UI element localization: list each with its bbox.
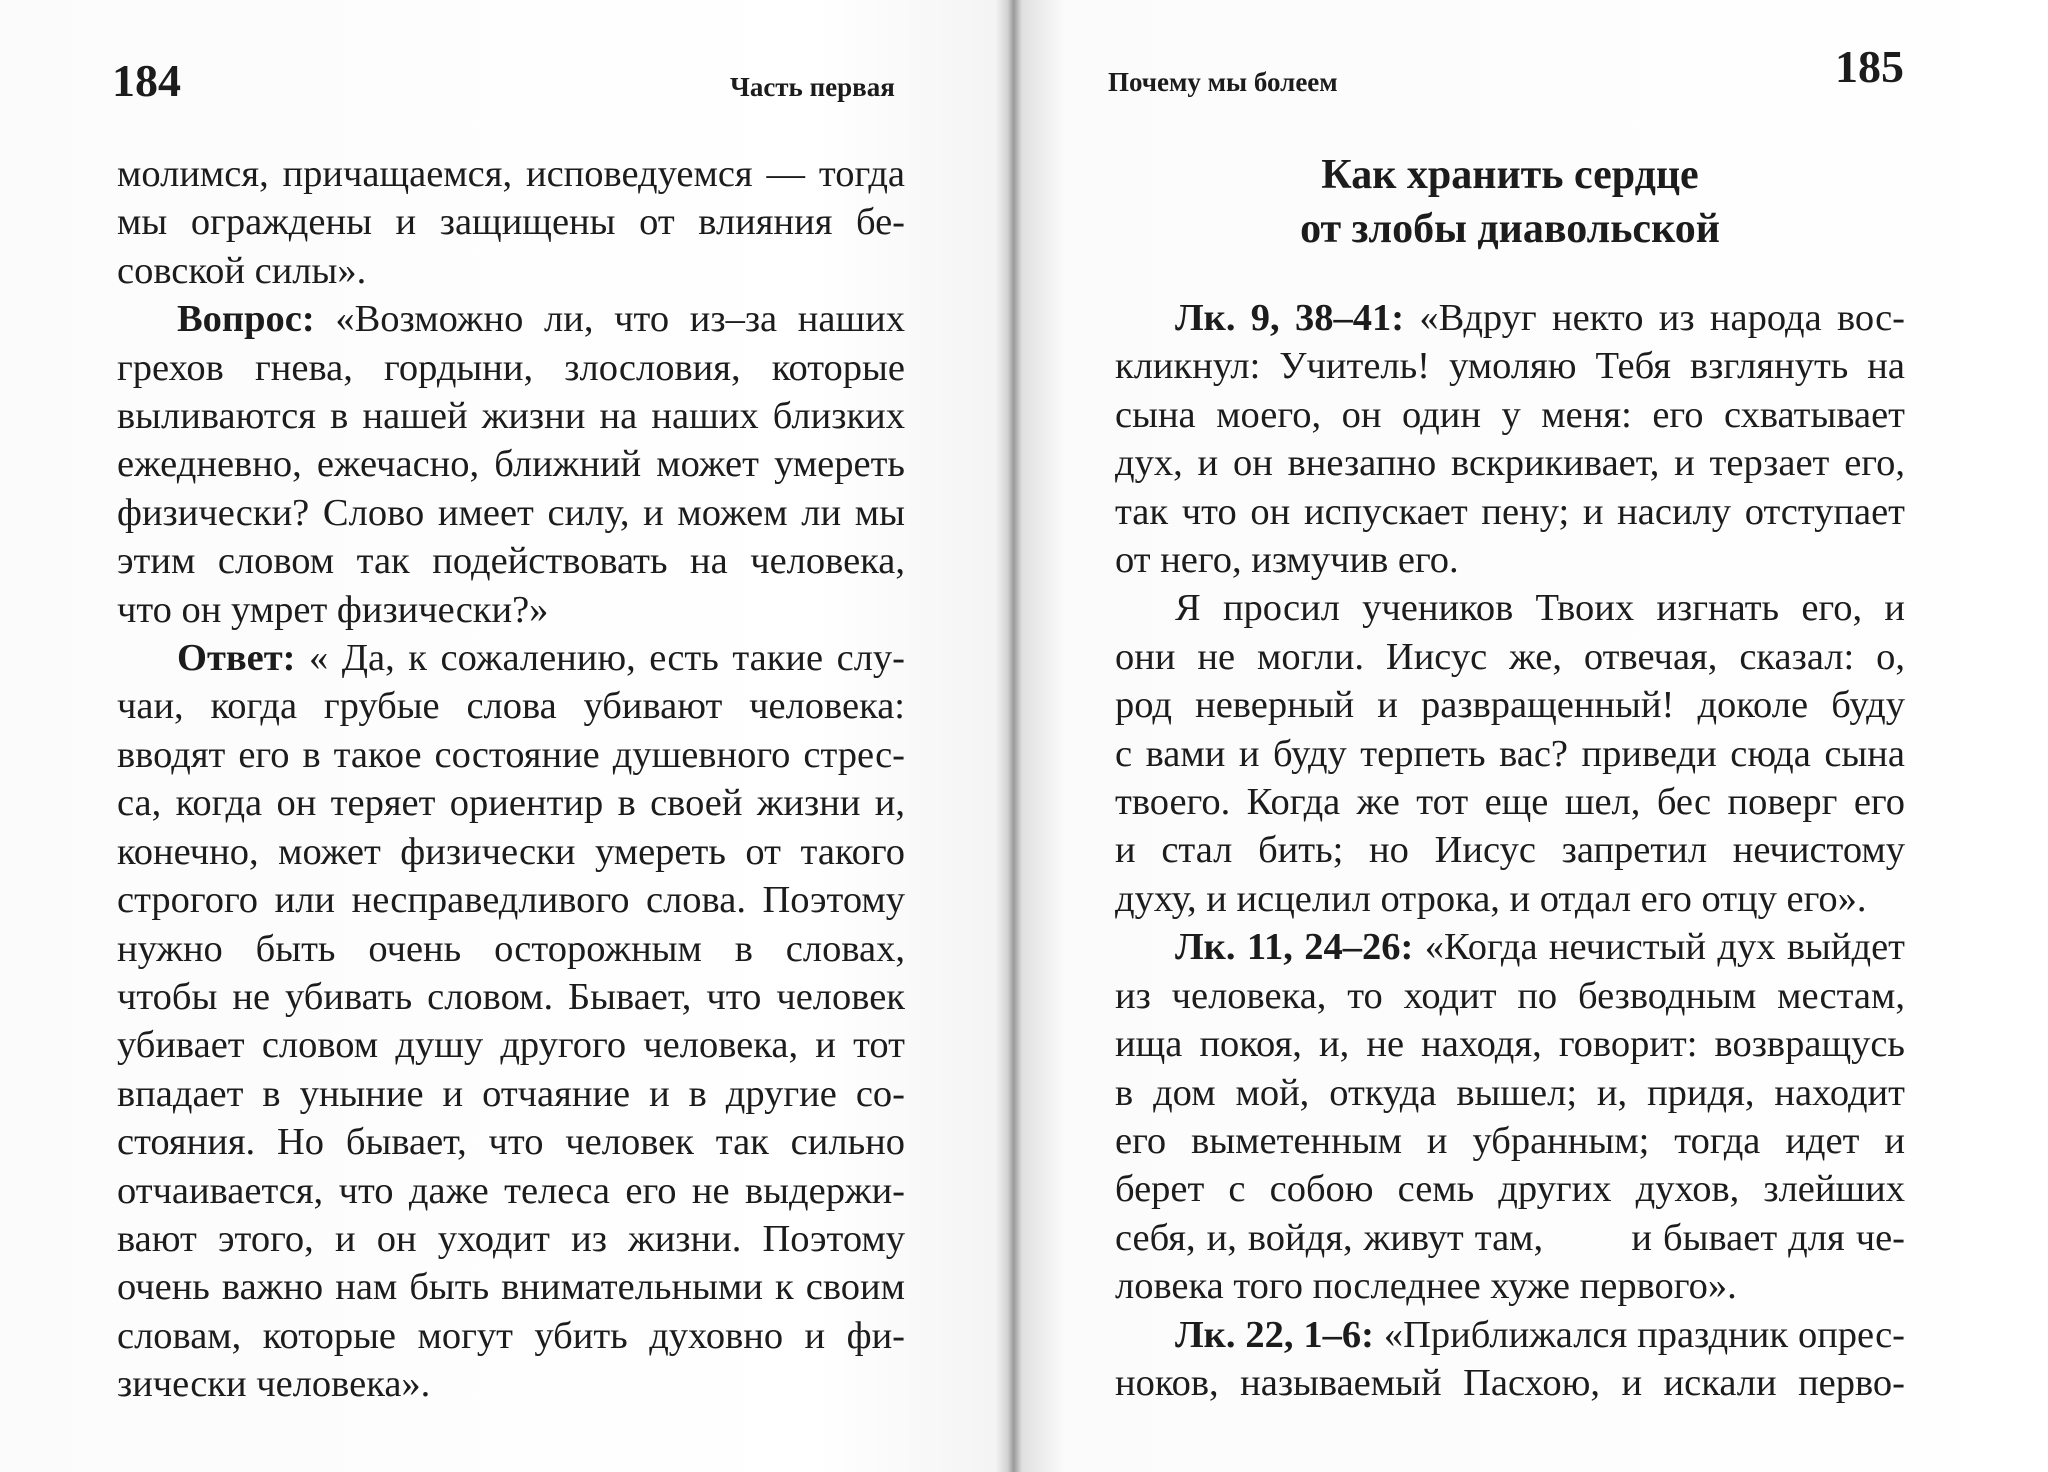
text-line: ежедневно, ежечасно, ближний может умереть <box>117 443 905 486</box>
text-line: убивает словом душу другого человека, и тот <box>117 1024 905 1067</box>
text-line: из человека, то ходит по безводным местам, <box>1115 974 1905 1017</box>
text-line: отчаивается, что даже телеса его не выдержи- <box>117 1169 905 1212</box>
scripture-line <box>1115 1311 1905 1359</box>
text-line: физически? Слово имеет силу, и можем ли мы <box>117 491 905 534</box>
text-line: впадает в уныние и отчаяние и в другие со- <box>117 1072 905 1115</box>
text-line: берет с собою семь других духов, злейших <box>1115 1168 1905 1211</box>
text-line: выливаются в нашей жизни на наших близких <box>117 395 905 438</box>
text-line: духу, и исцелил отрока, и отдал его отцу его». <box>1115 877 1867 920</box>
text-line: кликнул: Учитель! умоляю Тебя взглянуть на <box>1115 345 1905 388</box>
scripture-line <box>1115 294 1905 342</box>
text-line: вают этого, и он уходит из жизни. Поэтому <box>117 1217 905 1260</box>
scripture-reference: Лк. 11, 24–26: <box>1175 926 1414 969</box>
scripture-reference: Лк. 22, 1–6: <box>1175 1313 1374 1356</box>
left-body-text <box>117 150 905 1409</box>
text-line: твоего. Когда же тот еще шел, бес поверг его <box>1115 781 1905 824</box>
text-line: совской силы». <box>117 249 367 292</box>
text-line: род неверный и развращенный! доколе буду <box>1115 684 1905 727</box>
text-line: сына моего, он один у меня: его схватывает <box>1115 393 1905 436</box>
text-line: строгого или несправедливого слова. Поэтому <box>117 879 905 922</box>
text-line: са, когда он теряет ориентир в своей жизни и, <box>117 782 905 825</box>
text-line: очень важно нам быть внимательными к своим <box>117 1266 905 1309</box>
text-line: конечно, может физически умереть от такого <box>117 830 905 873</box>
scripture-line <box>1115 923 1905 971</box>
text-line: зически человека». <box>117 1363 431 1406</box>
section-title <box>1115 148 1905 256</box>
text-line: стояния. Но бывает, что человек так сильно <box>117 1121 905 1164</box>
right-body-text <box>1115 294 1905 1407</box>
text-line: ноков, называемый Пасхою, и искали перво- <box>1115 1361 1905 1404</box>
scripture-text: «Приближался праздник опрес- <box>1383 1313 1906 1356</box>
text-line: себя, и, войдя, живут там, и бывает для че- <box>1115 1216 1905 1259</box>
running-head: Почему мы болеем <box>1108 67 1338 97</box>
text-line: Я просил учеников Твоих изгнать его, и <box>1175 587 1905 630</box>
scripture-text: «Вдруг некто из народа вос- <box>1419 297 1906 339</box>
text-line: вводят его в такое состояние душевного стрес- <box>117 733 905 776</box>
answer-text: « Да, к сожалению, есть такие слу- <box>309 637 905 680</box>
page-number: 185 <box>1835 41 1904 92</box>
text-line: так что он испускает пену; и насилу отступает <box>1115 490 1905 533</box>
text-line: ловека того последнее хуже первого». <box>1115 1265 1737 1308</box>
text-line: молимся, причащаемся, исповедуемся — тогда <box>117 153 905 195</box>
text-line: дух, и он внезапно вскрикивает, и терзает его, <box>1115 442 1905 485</box>
title-line: Как хранить сердце <box>1321 152 1699 198</box>
text-line: словам, которые могут убить духовно и фи- <box>117 1314 905 1357</box>
text-line: нужно быть очень осторожным в словах, <box>117 927 905 970</box>
left-page <box>0 0 1000 1472</box>
title-line: от злобы диавольской <box>1300 206 1720 252</box>
text-line: его выметенным и убранным; тогда идет и <box>1115 1119 1905 1162</box>
text-line: с вами и буду терпеть вас? приведи сюда сына <box>1115 732 1905 775</box>
text-line: этим словом так подействовать на человека, <box>117 540 905 583</box>
text-line: и стал бить; но Иисус запретил нечистому <box>1115 829 1905 872</box>
question-label: Вопрос: <box>177 298 315 341</box>
running-head: Часть первая <box>730 72 895 102</box>
scripture-text: «Когда нечистый дух выйдет <box>1424 926 1905 969</box>
text-line: что он умрет физически?» <box>117 588 549 631</box>
text-line: ища покоя, и, не находя, говорит: возвращусь <box>1115 1023 1905 1066</box>
text-line: грехов гнева, гордыни, злословия, которые <box>117 346 905 389</box>
text-line: в дом мой, откуда вышел; и, придя, находит <box>1115 1071 1905 1114</box>
question-line <box>117 295 905 343</box>
page-number: 184 <box>112 55 181 106</box>
question-text: «Возможно ли, что из–за наших <box>335 298 905 341</box>
answer-label: Ответ: <box>177 637 296 680</box>
text-line: мы ограждены и защищены от влияния бе- <box>117 201 905 244</box>
text-line: чтобы не убивать словом. Бывает, что человек <box>117 975 905 1018</box>
text-line: от него, измучив его. <box>1115 539 1459 582</box>
right-page <box>1000 0 2048 1472</box>
answer-line <box>117 634 905 682</box>
text-line: они не могли. Иисус же, отвечая, сказал: о, <box>1115 635 1905 678</box>
scripture-reference: Лк. 9, 38–41: <box>1175 297 1405 339</box>
text-line: чаи, когда грубые слова убивают человека: <box>117 685 905 728</box>
